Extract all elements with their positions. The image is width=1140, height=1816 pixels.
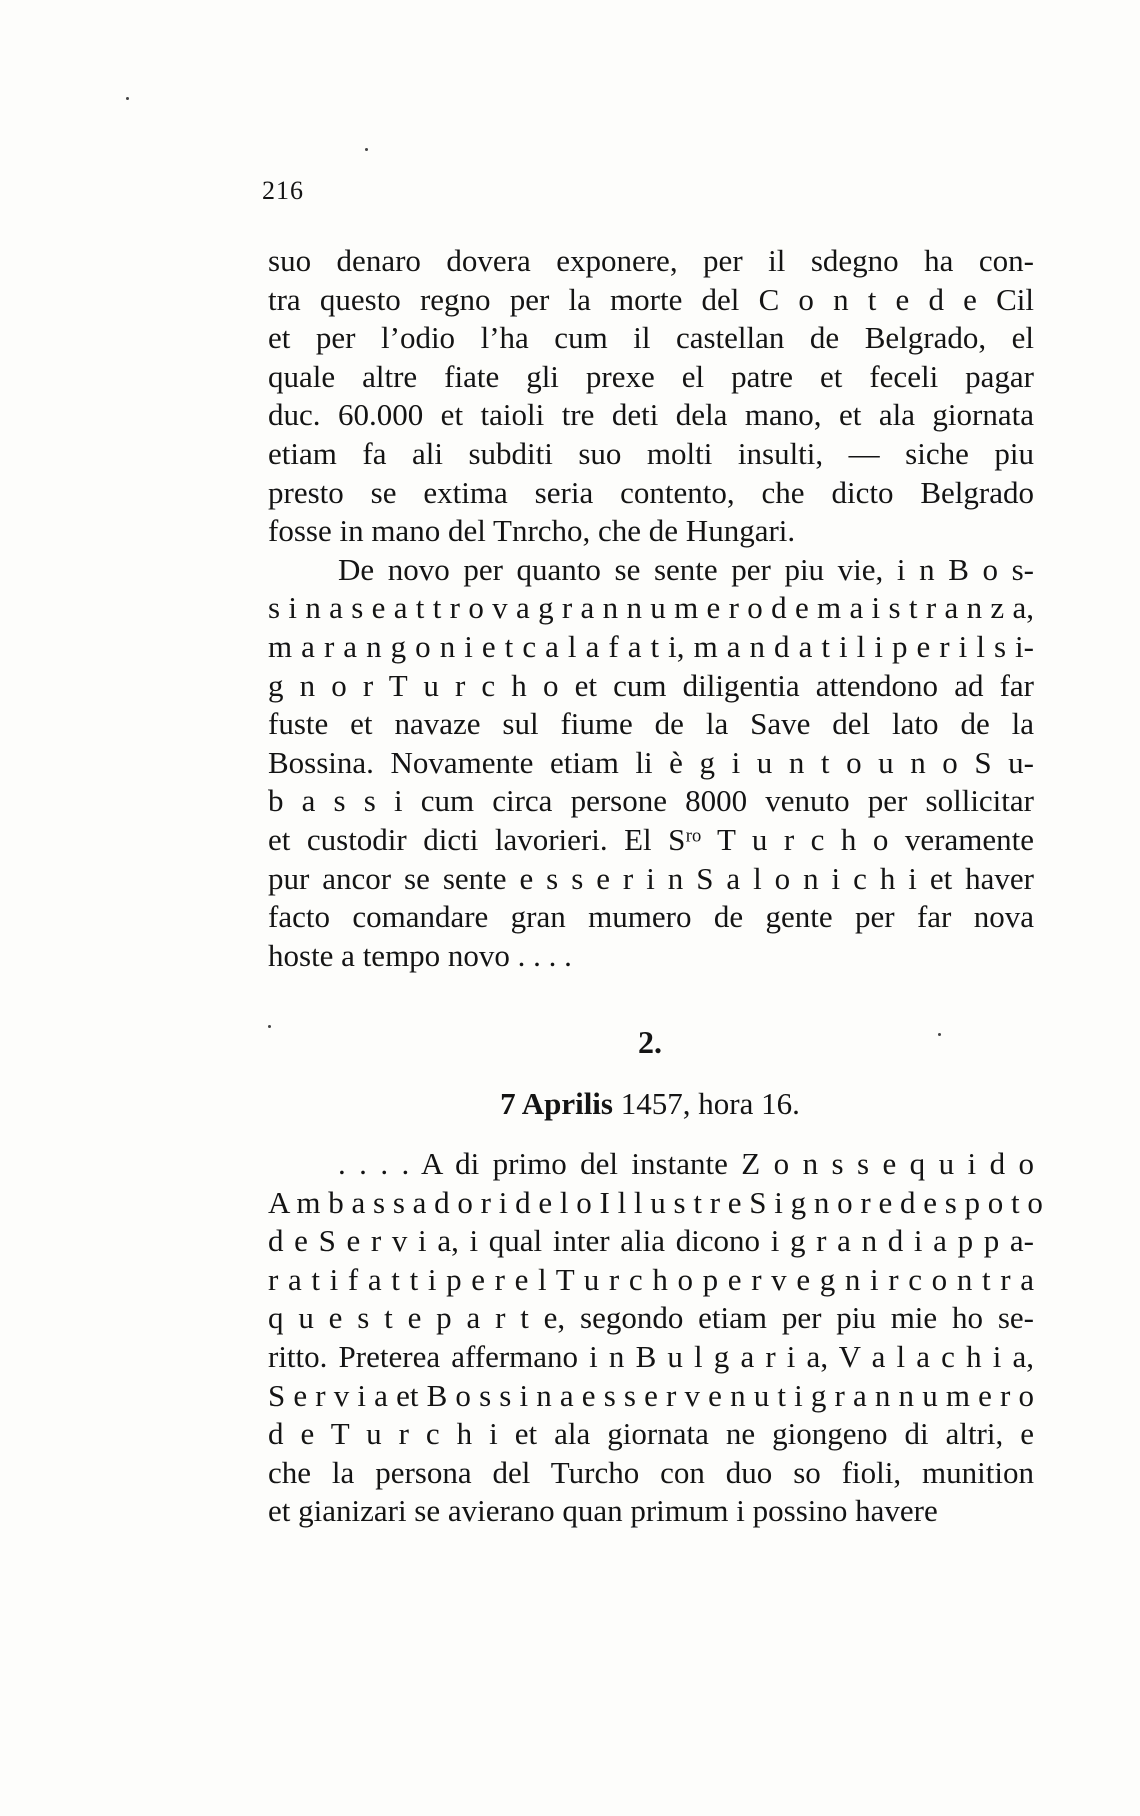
- paper-speck: [268, 1025, 271, 1028]
- text-line: d e S e r v i a, i qual inter alia dicono i g r a n d i a p p a-: [268, 1223, 1034, 1259]
- text-line: fosse in mano del Tnrcho, che de Hungari.: [268, 513, 796, 549]
- document-date-year-hour: 1457, hora 16.: [620, 1086, 800, 1121]
- text-line: S e r v i a et B o s s i n a e s s e r v e n u t i g r a n n u m e r o: [268, 1377, 1034, 1413]
- text-line: ritto. Preterea affermano i n B u l g a r i a, V a l a c h i a,: [268, 1338, 1034, 1374]
- letter-2-text: [268, 1145, 1043, 1531]
- text-line: pur ancor se sente e s s e r i n S a l o n i c h i et haver: [268, 860, 1034, 896]
- document-date: [0, 1086, 1140, 1122]
- text-line: presto se extima seria contento, che dicto Belgrado: [268, 474, 1034, 510]
- text-line: fuste et navaze sul fiume de la Save del lato de la: [268, 706, 1034, 742]
- document-number: 2.: [638, 1024, 662, 1060]
- text-line: s i n a s e a t t r o v a g r a n n u m e r o d e m a i s t r a n z a,: [268, 590, 1034, 626]
- text-line: suo denaro dovera exponere, per il sdegno ha con-: [268, 243, 1034, 278]
- text-line: m a r a n g o n i e t c a l a f a t i, m a n d a t i l i p e r i l s i-: [268, 628, 1034, 664]
- paragraph-1: [268, 242, 1034, 551]
- page-number: 216: [262, 176, 304, 205]
- text-line: hoste a tempo novo . . . .: [268, 937, 572, 973]
- text-line: et gianizari se avierano quan primum i possino havere: [268, 1493, 938, 1529]
- paragraph-3: [268, 1145, 1043, 1531]
- paper-speck: [365, 148, 368, 151]
- text-line: g n o r T u r c h o et cum diligentia attendono ad far: [268, 667, 1034, 703]
- letter-1-text: [268, 242, 1034, 975]
- text-line: facto comandare gran mumero de gente per far nova: [268, 899, 1034, 935]
- text-line: etiam fa ali subditi suo molti insulti, — siche piu: [268, 435, 1034, 471]
- text-line: A m b a s s a d o r i d e l o I l l u s t r e S i g n o r e d e s p o t o: [268, 1184, 1043, 1220]
- text-line: Bossina. Novamente etiam li è g i u n t o u n o S u-: [268, 744, 1034, 780]
- document-date-day: 7 Aprilis: [500, 1086, 613, 1121]
- text-line: d e T u r c h i et ala giornata ne giongeno di altri, e: [268, 1416, 1034, 1452]
- paper-speck: [126, 97, 129, 100]
- text-line: . . . . A di primo del instante Z o n s s e q u i d o: [338, 1146, 1034, 1181]
- text-line: q u e s t e p a r t e, segondo etiam per piu mie ho se-: [268, 1300, 1034, 1336]
- text-line: De novo per quanto se sente per piu vie, i n B o s-: [338, 551, 1034, 587]
- text-line: tra questo regno per la morte del C o n t e d e Cil: [268, 281, 1034, 317]
- text-line: quale altre fiate gli prexe el patre et feceli pagar: [268, 358, 1034, 394]
- paragraph-2: [268, 551, 1034, 976]
- text-line: et custodir dicti lavorieri. El Sʳᵒ T u r c h o veramente: [268, 821, 1034, 857]
- paper-speck: [938, 1033, 941, 1036]
- text-line: duc. 60.000 et taioli tre deti dela mano, et ala giornata: [268, 397, 1034, 433]
- text-line: b a s s i cum circa persone 8000 venuto per sollicitar: [268, 783, 1034, 819]
- text-line: che la persona del Turcho con duo so fioli, munition: [268, 1454, 1034, 1490]
- text-line: r a t i f a t t i p e r e l T u r c h o p e r v e g n i r c o n t r a: [268, 1261, 1034, 1297]
- text-line: et per l’odio l’ha cum il castellan de Belgrado, el: [268, 320, 1034, 356]
